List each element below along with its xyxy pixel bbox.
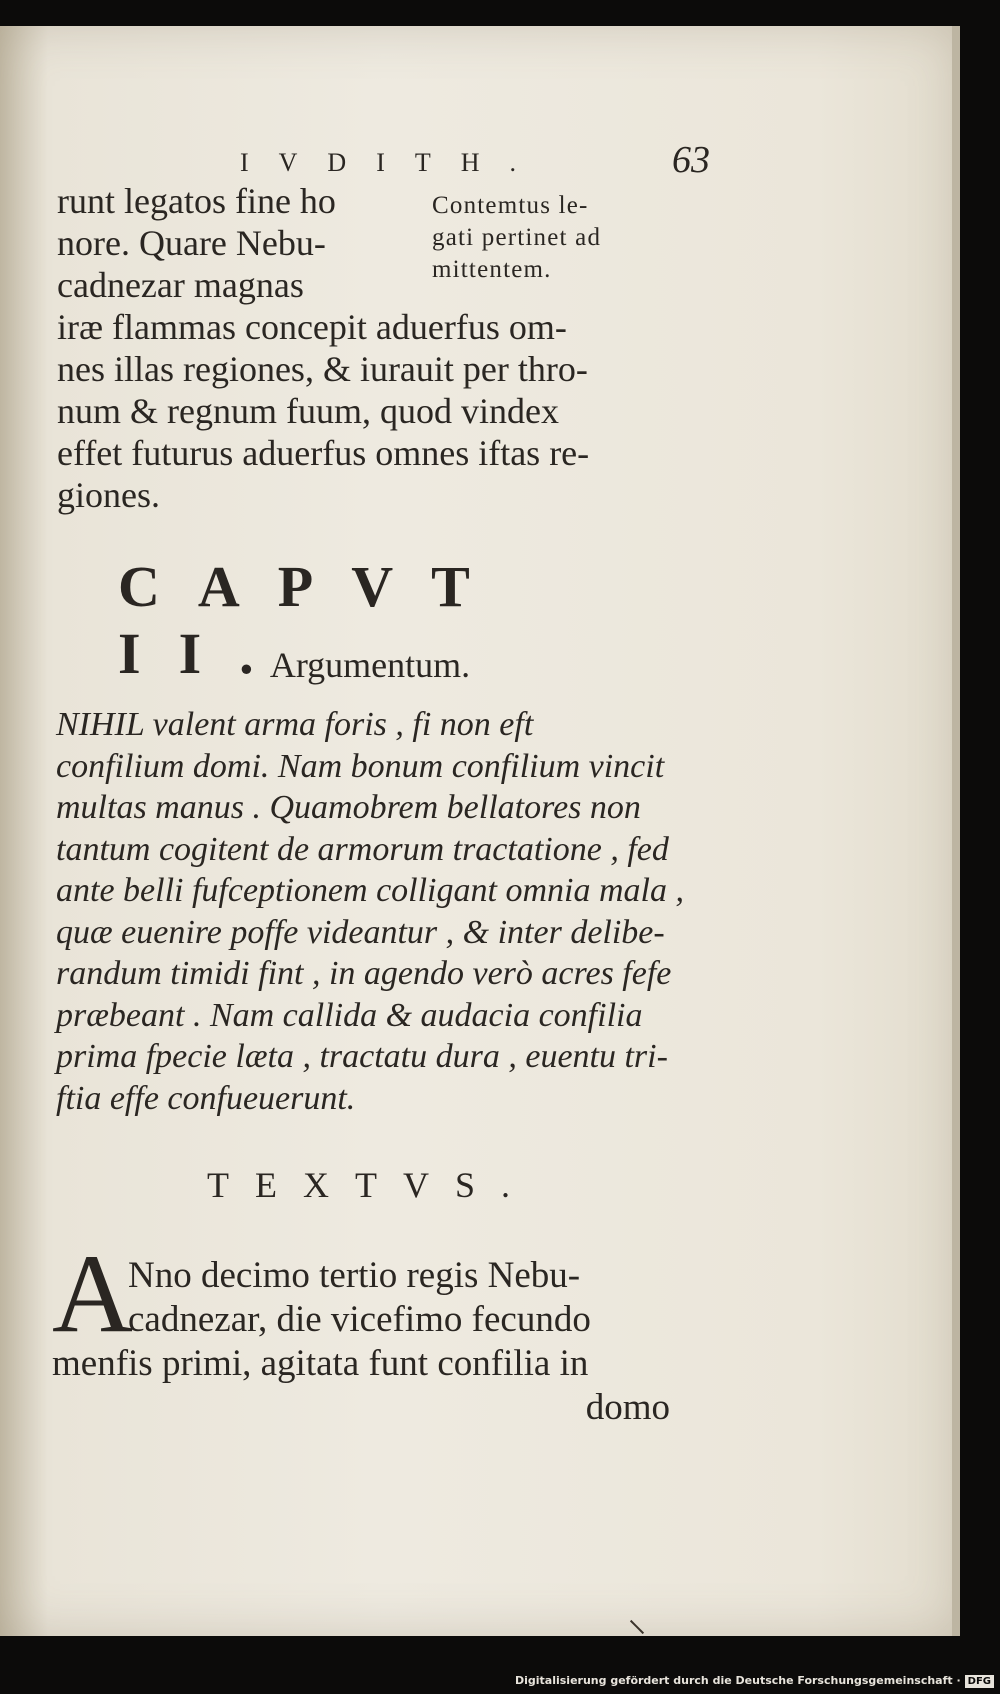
argument-line: ante belli fufceptionem colligant omnia mala , <box>56 872 684 909</box>
textus-heading: TEXTVS. <box>207 1165 536 1205</box>
marginal-note <box>432 190 687 286</box>
page-header <box>240 118 710 181</box>
text-line: effet futurus aduerfus omnes iftas re- <box>57 433 590 473</box>
marginal-line: mittentem. <box>432 256 552 283</box>
text-line: nore. Quare Nebu- <box>57 223 326 263</box>
page-number: 63 <box>672 139 710 181</box>
digitization-credit <box>515 1674 994 1688</box>
drop-cap: A <box>52 1232 133 1356</box>
catchword: domo <box>585 1387 670 1428</box>
text-line: giones. <box>57 475 160 515</box>
book-page <box>0 26 960 1636</box>
text-line: nes illas regiones, & iurauit per thro- <box>57 349 588 389</box>
textus-paragraph <box>52 1232 670 1430</box>
argument-line: quæ euenire poffe videantur , & inter delibe- <box>56 913 665 951</box>
running-title: IVDITH. <box>240 148 547 177</box>
text-line: runt legatos fine ho <box>57 181 336 221</box>
text-line: cadnezar magnas <box>57 265 304 305</box>
argument-paragraph <box>56 704 684 1119</box>
argument-line: prima fpecie læta , tractatu dura , euentu tri- <box>56 1038 668 1075</box>
ink-mark <box>630 1620 644 1634</box>
argument-line: multas manus . Quamobrem bellatores non <box>56 789 641 826</box>
textus-line: menfis primi, agitata funt confilia in <box>52 1343 589 1384</box>
marginal-line: gati pertinet ad <box>432 224 602 251</box>
argument-line: tantum cogitent de armorum tractatione , fed <box>56 830 669 868</box>
argument-line: præbeant . Nam callida & audacia confilia <box>56 996 643 1034</box>
argument-line: ftia effe confueuerunt. <box>56 1079 356 1117</box>
credit-text: Digitalisierung gefördert durch die Deutsche Forschungsgemeinschaft · <box>514 1674 961 1687</box>
textus-line: Nno decimo tertio regis Nebu- <box>128 1255 581 1296</box>
textus-line: cadnezar, die vicefimo fecundo <box>128 1299 591 1340</box>
dfg-logo: DFG <box>965 1675 994 1688</box>
argument-heading: Argumentum. <box>269 645 471 685</box>
argument-line: NIHIL valent arma foris , fi non eft <box>56 706 534 743</box>
chapter-title: CAPVT II. <box>118 554 507 686</box>
text-line: num & regnum fuum, quod vindex <box>57 391 559 431</box>
argument-line: randum timidi fint , in agendo verò acres fefe <box>56 955 672 992</box>
text-line: iræ flammas concepit aduerfus om- <box>57 307 567 347</box>
marginal-line: Contemtus le- <box>432 192 589 219</box>
argument-line: confilium domi. Nam bonum confilium vincit <box>56 747 665 785</box>
